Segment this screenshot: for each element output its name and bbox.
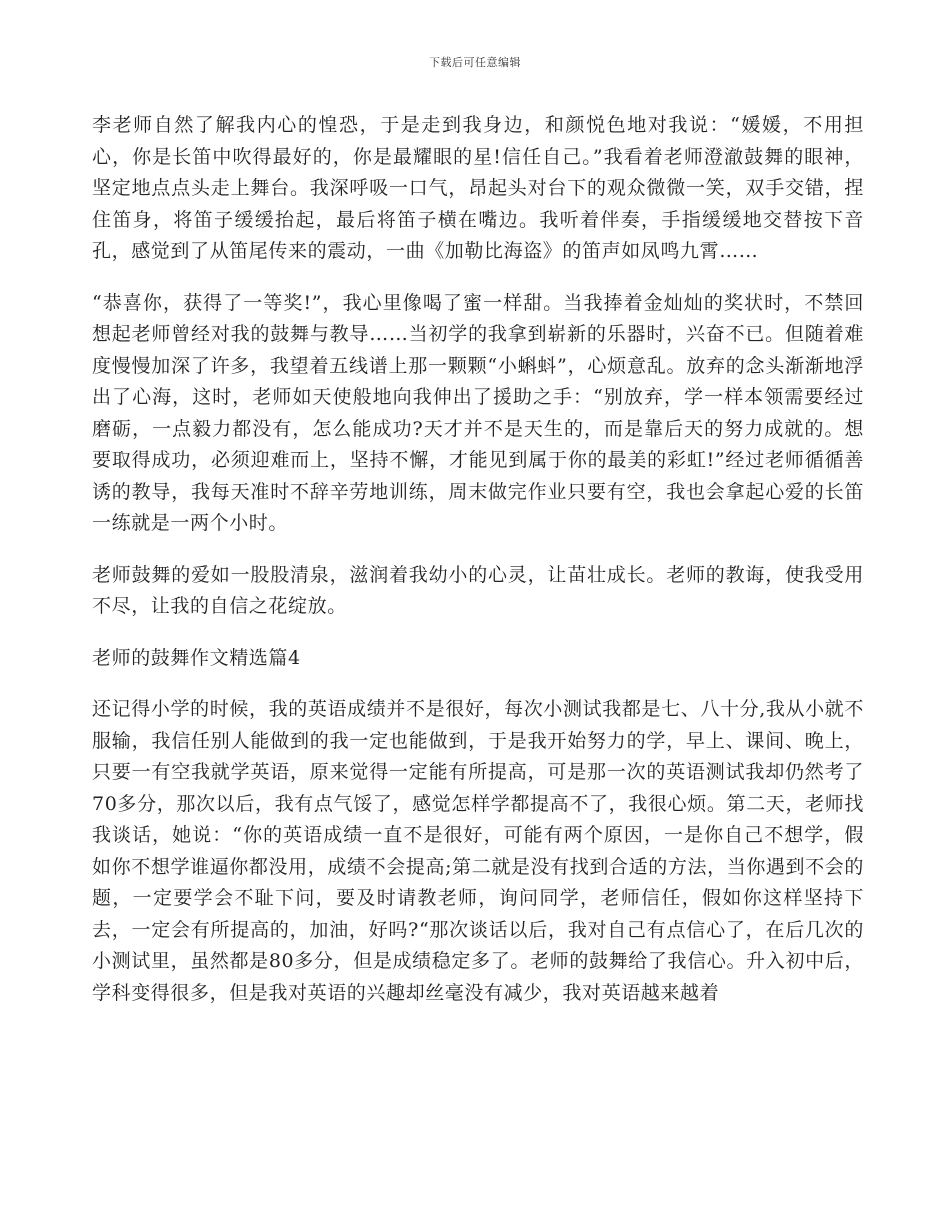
section-title: 老师的鼓舞作文精选篇4 [92,646,301,669]
document-body [92,110,864,1029]
header-note: 下载后可任意编辑 [429,56,521,69]
paragraph-conclusion: 老师鼓舞的爱如一股股清泉，滋润着我幼小的心灵，让苗壮成长。老师的教诲，使我受用不尽，让我的自信之花绽放。 [92,563,864,617]
paragraph-english-study: 还记得小学的时候，我的英语成绩并不是很好，每次小测试我都是七、八十分,我从小就不服输，我信任别人能做到的我一定也能做到，于是我开始努力的学，早上、课间、晚上，只要一有空我就学英语，原来觉得一定能有所提高，可是那一次的英语测试我却仍然考了70多分，那次以后，我有点气馁了，感觉怎样学都提高不了，我很心烦。第二天，老师找我谈话，她说：“你的英语成绩一直不是很好，可能有两个原因，一是你自己不想学，假如你不想学谁逼你都没用，成绩不会提高;第二就是没有找到合适的方法，当你遇到不会的题，一定要学会不耻下问，要及时请教老师，询问同学，老师信任，假如你这样坚持下去，一定会有所提高的，加油，好吗?“那次谈话以后，我对自己有点信心了，在后几次的小测试里，虽然都是80多分，但是成绩稳定多了。老师的鼓舞给了我信心。升入初中后，学科变得很多，但是我对英语的兴趣却丝毫没有减少，我对英语越来越着 [92,698,864,1004]
paragraph-flute-performance: 李老师自然了解我内心的惶恐，于是走到我身边，和颜悦色地对我说：“媛媛，不用担心，你是长笛中吹得最好的，你是最耀眼的星!信任自己。”我看着老师澄澈鼓舞的眼神，坚定地点点头走上舞台。我深呼吸一口气，昂起头对台下的观众微微一笑，双手交错，捏住笛身，将笛子缓缓抬起，最后将笛子横在嘴边。我听着伴奏，手指缓缓地交替按下音孔，感觉到了从笛尾传来的震动，一曲《加勒比海盗》的笛声如凤鸣九霄…… [92,114,864,262]
paragraph-first-prize: “恭喜你，获得了一等奖!”，我心里像喝了蜜一样甜。当我捧着金灿灿的奖状时，不禁回想起老师曾经对我的鼓舞与教导……当初学的我拿到崭新的乐器时，兴奋不已。但随着难度慢慢加深了许多，我望着五线谱上那一颗颗“小蝌蚪”，心烦意乱。放弃的念头渐渐地浮出了心海，这时，老师如天使般地向我伸出了援助之手：“别放弃，学一样本领需要经过磨砺，一点毅力都没有，怎么能成功?天才并不是天生的，而是靠后天的努力成就的。想要取得成功，必须迎难而上，坚持不懈，才能见到属于你的最美的彩虹!”经过老师循循善诱的教导，我每天准时不辞辛劳地训练，周末做完作业只要有空，我也会拿起心爱的长笛一练就是一两个小时。 [92,291,864,534]
